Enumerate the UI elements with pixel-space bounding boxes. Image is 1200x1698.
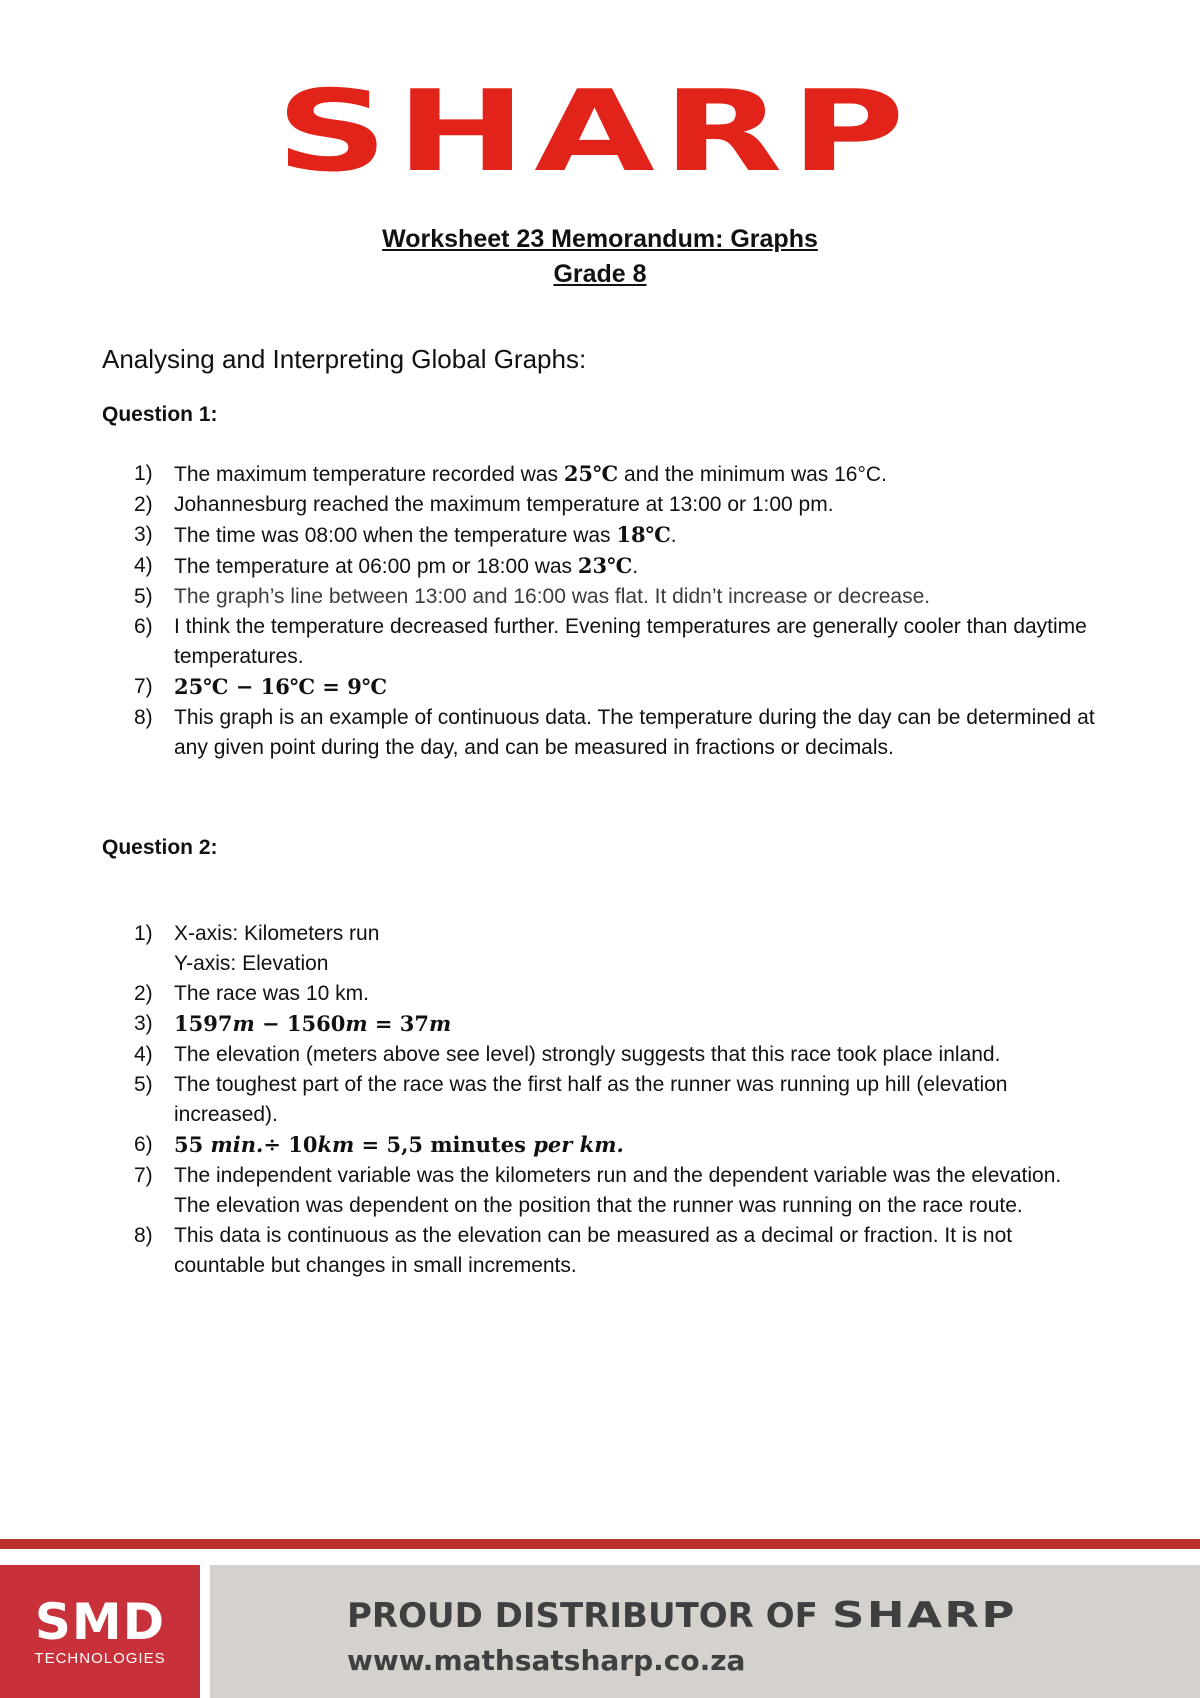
footer-url: www.mathsatsharp.co.za	[347, 1644, 746, 1677]
math-unit: m	[345, 1011, 368, 1036]
math-unit: per km.	[533, 1132, 624, 1157]
document-titles	[0, 222, 1200, 292]
sharp-logo-text: SHARP	[276, 65, 913, 197]
footer-sharp-logo: SHARP	[831, 1595, 1017, 1636]
math-part: − 1560	[254, 1011, 346, 1036]
math-unit: m	[232, 1011, 255, 1036]
answer-text: The temperature at 06:00 pm or 18:00 was	[174, 555, 578, 578]
q2-answer-6	[102, 1130, 1102, 1161]
answer-number: 2)	[134, 493, 153, 516]
document-grade: Grade 8	[553, 260, 647, 288]
smd-logo-text: SMD	[34, 1593, 166, 1651]
q1-answer-4	[102, 551, 1102, 582]
section-heading: Analysing and Interpreting Global Graphs:	[102, 344, 587, 374]
q2-answer-1	[102, 919, 1102, 979]
document-title: Worksheet 23 Memorandum: Graphs	[382, 225, 818, 253]
answer-text: The elevation (meters above see level) strongly suggests that this race took place inland.	[174, 1043, 1001, 1066]
math-expression: 25℃ − 16℃ = 9℃	[174, 674, 387, 699]
distributor-text: PROUD DISTRIBUTOR OF	[347, 1596, 818, 1636]
answer-text: and the minimum was 16°C.	[618, 463, 887, 486]
answer-text: The independent variable was the kilometers run and the dependent variable was the elevation. The elevation was dependent on the position that the runner was running on the race route.	[174, 1164, 1062, 1217]
math-expression	[174, 1011, 451, 1036]
math-part: 1597	[174, 1011, 233, 1036]
q1-answer-2	[102, 490, 1102, 520]
answer-number: 2)	[134, 982, 153, 1005]
q2-answer-7	[102, 1161, 1102, 1221]
q1-answer-5	[102, 582, 1102, 612]
answer-text: This graph is an example of continuous data. The temperature during the day can be determined at any given point during the day, and can be measured in fractions or decimals.	[174, 706, 1095, 759]
math-part: ÷ 10	[263, 1132, 318, 1157]
smd-logo-subtext: TECHNOLOGIES	[34, 1650, 166, 1667]
q2-answer-5	[102, 1070, 1102, 1130]
answer-text: .	[670, 524, 677, 547]
math-value: 18℃	[616, 522, 671, 547]
footer-divider	[0, 1539, 1200, 1549]
question-2-answers	[102, 919, 1102, 1281]
math-part: = 37	[367, 1011, 430, 1036]
answer-number: 5)	[134, 585, 153, 608]
distributor-line	[347, 1595, 1017, 1636]
answer-number: 7)	[134, 1164, 153, 1187]
question-2-heading: Question 2:	[102, 836, 218, 859]
answer-text: The toughest part of the race was the first half as the runner was running up hill (elevation increased).	[174, 1073, 1008, 1126]
math-unit: m	[429, 1011, 452, 1036]
q1-answer-6	[102, 612, 1102, 672]
q2-answer-2	[102, 979, 1102, 1009]
answer-text: .	[632, 555, 639, 578]
q1-answer-7	[102, 672, 1102, 703]
question-1-heading: Question 1:	[102, 403, 218, 426]
answer-number: 8)	[134, 706, 153, 729]
q2-answer-3	[102, 1009, 1102, 1040]
answer-number: 3)	[134, 1012, 153, 1035]
answer-number: 7)	[134, 675, 153, 698]
answer-number: 1)	[134, 462, 153, 485]
answer-number: 6)	[134, 615, 153, 638]
answer-number: 5)	[134, 1073, 153, 1096]
answer-text: This data is continuous as the elevation can be measured as a decimal or fraction. It is not countable but changes in small increments.	[174, 1224, 1013, 1277]
answer-text: I think the temperature decreased further. Evening temperatures are generally cooler than daytime temperatures.	[174, 615, 1087, 668]
answer-text: Johannesburg reached the maximum temperature at 13:00 or 1:00 pm.	[174, 493, 834, 516]
answer-number: 4)	[134, 1043, 153, 1066]
answer-text: The race was 10 km.	[174, 982, 369, 1005]
question-1-answers	[102, 459, 1102, 763]
answer-number: 4)	[134, 554, 153, 577]
answer-text: The time was 08:00 when the temperature was	[174, 524, 617, 547]
q1-answer-1	[102, 459, 1102, 490]
sharp-logo	[207, 66, 982, 196]
answer-text: X-axis: Kilometers run	[174, 922, 380, 945]
q1-answer-8	[102, 703, 1102, 763]
smd-logo	[0, 1565, 200, 1698]
answer-text: The graph’s line between 13:00 and 16:00 was flat. It didn’t increase or decrease.	[174, 585, 931, 608]
answer-text: Y-axis: Elevation	[174, 952, 329, 975]
answer-number: 8)	[134, 1224, 153, 1247]
answer-number: 1)	[134, 922, 153, 945]
math-value: 25℃	[563, 461, 619, 486]
answer-text: The maximum temperature recorded was	[174, 463, 564, 486]
math-part: 55	[174, 1132, 211, 1157]
math-unit: km	[317, 1132, 355, 1157]
math-value: 23℃	[577, 553, 633, 578]
q2-answer-4	[102, 1040, 1102, 1070]
math-unit: min.	[210, 1132, 264, 1157]
q2-answer-8	[102, 1221, 1102, 1281]
answer-number: 6)	[134, 1133, 153, 1156]
math-part: = 5,5 minutes	[354, 1132, 534, 1157]
q1-answer-3	[102, 520, 1102, 551]
math-expression	[174, 1132, 624, 1157]
answer-number: 3)	[134, 523, 153, 546]
footer-banner	[210, 1565, 1200, 1698]
